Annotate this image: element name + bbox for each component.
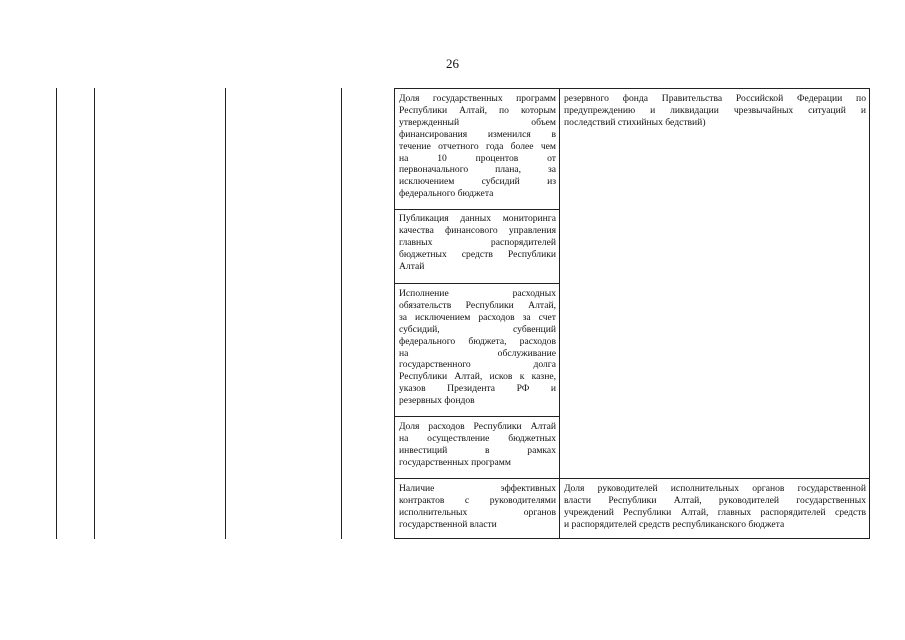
text-line: бюджетных средств Республики — [399, 248, 556, 260]
text-line: Республики Алтай, по которым — [399, 104, 556, 116]
description-cell — [561, 480, 869, 538]
text-line: Публикация данных мониторинга — [399, 213, 556, 224]
row-separator — [394, 478, 870, 479]
row-separator — [394, 283, 560, 284]
text-line: инвестиций в рамках — [399, 444, 556, 456]
text-line: первоначального плана, за — [399, 164, 556, 176]
text-line: Доля государственных программ — [399, 93, 556, 104]
indicator-cell — [396, 418, 559, 477]
text-line: исполнительных органов — [399, 506, 556, 518]
text-line: учреждений Республики Алтай, главных распорядителей средств — [564, 506, 866, 518]
table-border-left — [56, 88, 57, 539]
text-line: на обслуживание — [399, 347, 556, 359]
text-line: субсидий, субвенций — [399, 323, 556, 335]
text-line: на 10 процентов от — [399, 152, 556, 164]
text-line: главных распорядителей — [399, 236, 556, 248]
text-line: и распорядителей средств республиканского бюджета — [564, 518, 785, 530]
column-divider-1 — [94, 88, 95, 539]
text-line: Республики Алтай, исков к казне, — [399, 371, 556, 383]
text-line: федерального бюджета, расходов — [399, 335, 556, 347]
page-number: 26 — [446, 56, 459, 71]
text-line: резервного фонда Правительства Российской Федерации по — [564, 93, 866, 104]
text-line: последствий стихийных бедствий) — [564, 116, 706, 128]
text-line: за исключением расходов за счет — [399, 311, 556, 323]
text-line: течение отчетного года более чем — [399, 140, 556, 152]
indicator-cell — [396, 210, 559, 282]
text-line: Исполнение расходных — [399, 288, 556, 299]
column-divider-3 — [341, 88, 342, 539]
text-line: Доля руководителей исполнительных органов государственной — [564, 483, 866, 494]
text-line: указов Президента РФ и — [399, 383, 556, 395]
indicator-cell — [396, 480, 559, 538]
column-e-frame — [559, 88, 870, 539]
column-divider-2 — [225, 88, 226, 539]
text-line: Алтай — [399, 260, 425, 272]
text-line: федерального бюджета — [399, 188, 494, 200]
text-line: государственного долга — [399, 359, 556, 371]
row-separator — [394, 416, 560, 417]
description-cell — [561, 90, 869, 150]
text-line: резервных фондов — [399, 395, 475, 407]
text-line: власти Республики Алтай, руководителей государственных — [564, 494, 866, 506]
text-line: финансирования изменился в — [399, 128, 556, 140]
text-line: государственной власти — [399, 518, 497, 530]
text-line: качества финансового управления — [399, 224, 556, 236]
text-line: утвержденный объем — [399, 116, 556, 128]
text-line: обязательств Республики Алтай, — [399, 299, 556, 311]
indicator-cell — [396, 285, 559, 415]
text-line: на осуществление бюджетных — [399, 432, 556, 444]
text-line: исключением субсидий из — [399, 176, 556, 188]
indicator-cell — [396, 90, 559, 208]
text-line: предупреждению и ликвидации чрезвычайных ситуаций и — [564, 104, 866, 116]
text-line: контрактов с руководителями — [399, 494, 556, 506]
text-line: Наличие эффективных — [399, 483, 556, 494]
text-line: Доля расходов Республики Алтай — [399, 421, 556, 432]
text-line: государственных программ — [399, 456, 511, 468]
